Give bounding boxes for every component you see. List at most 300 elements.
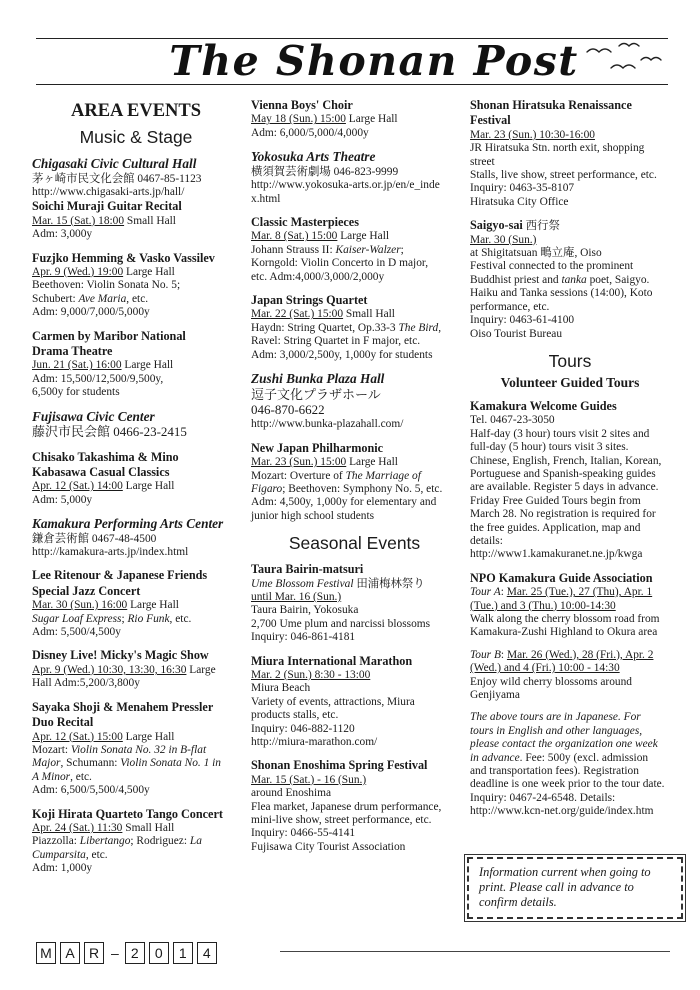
event-text: Lee Ritenour & Japanese Friends	[32, 568, 208, 583]
event-text: ,	[438, 321, 442, 334]
event-text: Adm: 5,500/4,500y	[32, 626, 121, 639]
event-line	[470, 752, 670, 765]
event-text: ; Rodriguez:	[130, 835, 190, 848]
event-line	[251, 604, 458, 617]
event-text: Chisako Takashima & Mino	[32, 449, 179, 464]
event-line	[32, 648, 240, 663]
seasonal-list-col3	[470, 98, 670, 341]
event-line	[470, 600, 670, 613]
music-stage-list-col1	[32, 156, 240, 876]
event-line	[32, 835, 240, 848]
date-char: R	[84, 942, 104, 964]
event-line	[251, 483, 458, 496]
event-text: Violin Sonata No. 1 in	[120, 757, 222, 770]
event-line	[32, 480, 240, 493]
event-entry	[32, 450, 240, 508]
event-text: Apr. 9 (Wed.) 10:30, 13:30, 16:30	[32, 663, 187, 676]
event-text: Large Hall	[346, 456, 398, 469]
event-line	[251, 193, 458, 206]
event-text: La	[189, 835, 202, 848]
event-text: Mar. 8 (Sat.) 15:00	[251, 230, 338, 243]
event-text: Tel. 0467-23-3050	[470, 414, 555, 427]
event-line	[32, 599, 240, 612]
event-text: Kamakura-Zushi Highland to Okura area	[470, 626, 658, 639]
event-line	[32, 568, 240, 583]
event-line	[32, 465, 240, 480]
event-line	[251, 510, 458, 523]
event-text: NPO Kamakura Guide Association	[470, 570, 653, 585]
event-text: Carmen by Maribor National	[32, 328, 186, 343]
event-text: , etc.	[126, 292, 149, 305]
venue-heading	[251, 371, 458, 387]
event-line	[470, 662, 670, 675]
event-text: Walk along the cherry blossom road from	[470, 613, 660, 625]
event-line	[251, 709, 458, 722]
event-line	[470, 414, 670, 427]
event-text: Hiratsuka City Office	[470, 195, 569, 208]
date-separator: –	[111, 945, 119, 961]
event-text: Mozart:	[32, 743, 71, 756]
event-text: March 28. No registration is required for	[470, 508, 656, 521]
event-text: , etc.	[169, 612, 192, 625]
event-text: the free guides. Application, map and	[470, 521, 641, 534]
event-text: , Oiso	[574, 247, 602, 260]
event-text: Inquiry: 0463-35-8107	[470, 182, 575, 195]
event-text: Haydn: String Quartet, Op.33-3	[251, 321, 399, 334]
event-line	[251, 736, 458, 749]
event-line	[470, 169, 670, 182]
event-entry	[251, 562, 458, 644]
event-text: Figaro	[251, 482, 283, 495]
event-entry	[470, 98, 670, 209]
event-line	[32, 373, 240, 386]
event-text: Soichi Muraji Guitar Recital	[32, 199, 182, 214]
event-text: x.html	[251, 192, 281, 205]
event-text: performance, etc.	[470, 300, 550, 313]
event-line	[470, 626, 670, 639]
event-line	[470, 738, 670, 751]
event-line	[251, 349, 458, 362]
event-text: Variety of events, attractions, Miura	[251, 695, 415, 708]
event-line	[32, 215, 240, 228]
event-text: 西行祭	[522, 220, 560, 233]
event-text: products stalls, etc.	[251, 709, 339, 722]
event-text: New Japan Philharmonic	[251, 440, 384, 455]
event-text: Tour B	[470, 648, 501, 661]
event-line	[32, 329, 240, 344]
event-text: , etc.	[85, 848, 108, 861]
event-line	[32, 677, 240, 690]
event-entry	[251, 293, 458, 362]
event-text: Tour A	[470, 586, 501, 599]
event-entry	[470, 399, 670, 562]
music-stage-list-col2	[251, 98, 458, 523]
event-line	[251, 787, 458, 800]
event-text: http://www.yokosuka-arts.or.jp/en/e_inde	[251, 179, 440, 192]
event-line	[470, 113, 670, 128]
event-text: Large Hall	[127, 599, 179, 612]
event-text: Hall Adm:5,200/3,800y	[32, 677, 140, 690]
event-line	[32, 744, 240, 757]
event-text: Zushi Bunka Plaza Hall	[251, 371, 385, 386]
event-line	[470, 468, 670, 481]
event-line	[32, 173, 240, 186]
event-line	[32, 306, 240, 319]
event-line	[251, 113, 458, 126]
event-line	[251, 470, 458, 483]
event-text: Ave Maria	[78, 292, 127, 305]
event-text: http://www.kcn-net.org/guide/index.htm	[470, 805, 654, 818]
event-entry	[251, 98, 458, 140]
date-char: 0	[149, 942, 169, 964]
date-char: 4	[197, 942, 217, 964]
event-entry	[32, 568, 240, 639]
event-text: 6,500y for students	[32, 386, 120, 399]
event-text: The above tours are in Japanese. For	[470, 711, 641, 724]
event-text: Major	[32, 757, 61, 770]
event-text: Genjiyama	[470, 689, 520, 702]
event-line	[470, 689, 670, 702]
event-text: Korngold: Violin Concerto in D major,	[251, 257, 429, 270]
event-text: Koji Hirata Quarteto Tango Concert	[32, 806, 223, 821]
masthead	[36, 34, 668, 92]
event-text: 鴫立庵	[540, 247, 575, 260]
event-line	[251, 654, 458, 669]
event-line	[251, 388, 458, 403]
event-line	[32, 344, 240, 359]
date-char: A	[60, 942, 80, 964]
event-text: Fujisawa City Tourist Association	[251, 840, 406, 853]
event-line	[251, 257, 458, 270]
event-line	[251, 308, 458, 321]
event-text: 逗子文化プラザホール	[251, 386, 381, 402]
event-line	[251, 814, 458, 827]
event-entry	[470, 649, 670, 703]
event-line	[470, 196, 670, 209]
event-line	[470, 156, 670, 169]
event-line	[251, 456, 458, 469]
event-text: Saigyo-sai	[470, 218, 523, 233]
event-line	[470, 495, 670, 508]
event-text: Disney Live! Micky's Magic Show	[32, 648, 209, 663]
event-text: Enjoy wild cherry blossoms around	[470, 675, 632, 688]
event-text: Inquiry: 0466-55-4141	[251, 827, 356, 840]
event-entry	[32, 807, 240, 876]
event-text: Mar. 23 (Sun.) 15:00	[251, 456, 347, 469]
event-line	[32, 613, 240, 626]
event-line	[251, 801, 458, 814]
event-line	[251, 418, 458, 431]
event-text: Sugar Loaf Express	[32, 612, 122, 625]
event-entry	[251, 215, 458, 284]
event-text: Festival	[470, 113, 511, 128]
event-text: Large Hall	[345, 113, 398, 126]
event-line	[251, 371, 458, 387]
event-text: 横須賀芸術劇場	[251, 165, 331, 178]
event-line	[470, 98, 670, 113]
event-text: Inquiry: 046-882-1120	[251, 722, 355, 735]
event-text: Adm: 6,500/5,500/4,500y	[32, 784, 150, 797]
venue-heading	[251, 149, 458, 165]
event-text: (Wed.) and 4 (Fri.) 10:00 - 14:30	[470, 662, 620, 675]
event-text: May 18 (Sun.) 15:00	[251, 113, 346, 126]
event-line	[470, 481, 670, 494]
event-line	[32, 546, 240, 559]
event-text: 2,700 Ume plum and narcissi blossoms	[251, 617, 431, 630]
event-text: full-day (5 hour) tours visit 3 sites.	[470, 441, 629, 454]
event-line	[251, 166, 458, 179]
event-text: Japan Strings Quartet	[251, 292, 368, 307]
event-text: Apr. 12 (Sat.) 15:00	[32, 730, 123, 743]
event-text: Apr. 9 (Wed.) 19:00	[32, 265, 124, 278]
event-line	[470, 508, 670, 521]
venue-heading	[32, 516, 240, 532]
event-text: Buddhist priest and	[470, 273, 562, 286]
event-text: ;	[121, 612, 128, 625]
event-text: 0467-48-4500	[88, 532, 157, 545]
event-text: 046-823-9999	[330, 165, 399, 178]
event-text: Small Hall	[122, 821, 175, 834]
event-text: (Tue.) and 3 (Thu.) 10:00-14:30	[470, 599, 616, 612]
event-text: Apr. 12 (Sat.) 14:00	[32, 480, 123, 493]
event-line	[470, 676, 670, 689]
event-text: . Fee: 500y (excl. admission	[519, 751, 649, 764]
event-entry	[32, 648, 240, 690]
event-text: Mar. 15 (Sat.) 18:00	[32, 214, 125, 227]
event-text: :	[500, 586, 507, 599]
venue-heading	[32, 409, 240, 425]
event-line	[251, 179, 458, 192]
event-line	[251, 322, 458, 335]
event-text: Kabasawa Casual Classics	[32, 464, 170, 479]
event-text: Vienna Boys' Choir	[251, 98, 353, 112]
event-line	[470, 522, 670, 535]
event-text: and transportation fees). Registration	[470, 765, 639, 778]
event-line	[470, 441, 670, 454]
event-text: mini-live show, street performance, etc.	[251, 814, 432, 827]
event-text: Portuguese and Spanish-speaking guides	[470, 467, 656, 480]
event-text: , etc.	[70, 770, 92, 783]
event-text: The Marriage of	[345, 469, 421, 482]
event-entry	[470, 711, 670, 818]
event-text: Small Hall	[343, 308, 395, 321]
event-line	[251, 591, 458, 604]
event-line	[470, 725, 670, 738]
event-text: in advance	[470, 751, 520, 764]
event-line	[470, 586, 670, 599]
event-text: Mar. 30 (Sun.) 16:00	[32, 599, 128, 612]
event-line	[32, 228, 240, 241]
venue-heading	[32, 156, 240, 172]
event-text: Classic Masterpieces	[251, 214, 359, 229]
event-line	[470, 792, 670, 805]
event-text: Drama Theatre	[32, 343, 113, 358]
event-text: Stalls, live show, street performance, etc.	[470, 169, 657, 182]
event-text: are available. Register 5 days in advance.	[470, 481, 659, 494]
event-text: Mar. 23 (Sun.) 10:30-16:00	[470, 128, 595, 141]
event-entry	[251, 388, 458, 432]
event-text: A Minor	[32, 770, 71, 783]
event-text: The Bird	[398, 321, 439, 334]
event-text: tours in English and other languages,	[470, 724, 643, 737]
event-line	[32, 664, 240, 677]
event-text: http://kamakura-arts.jp/index.html	[32, 546, 189, 559]
event-text: ; Beethoven: Symphony No. 5, etc.	[282, 482, 443, 495]
event-text: Kamakura Welcome Guides	[470, 398, 617, 413]
event-line	[32, 251, 240, 266]
event-text: street	[470, 155, 495, 168]
event-line	[470, 129, 670, 142]
event-entry	[32, 251, 240, 320]
event-text: Large Hall	[122, 730, 175, 743]
event-line	[470, 399, 670, 414]
event-text: Ravel: String Quartet in F major, etc.	[251, 335, 421, 348]
event-text: Mar. 22 (Sat.) 15:00	[251, 308, 344, 321]
seasonal-events-heading: Seasonal Events	[288, 533, 421, 554]
event-line	[251, 496, 458, 509]
event-entry	[32, 425, 240, 440]
event-line	[32, 156, 240, 172]
date-char: 1	[173, 942, 193, 964]
event-text: Shonan Enoshima Spring Festival	[251, 758, 428, 773]
event-text: Large Hall	[122, 480, 175, 493]
tours-list-col3	[470, 399, 670, 819]
event-text: tanka	[561, 273, 587, 286]
event-text: Johann Strauss II:	[251, 243, 336, 256]
event-text: Large	[186, 663, 216, 676]
event-line	[32, 771, 240, 784]
event-line	[470, 778, 670, 791]
event-line	[251, 631, 458, 644]
event-line	[251, 98, 458, 113]
event-text: Adm: 4,500y, 1,000y for elementary and	[251, 496, 437, 509]
event-line	[32, 425, 240, 440]
event-text: Kaiser-Walzer	[335, 243, 401, 256]
event-line	[32, 279, 240, 292]
event-text: Friday Free Guided Tours begin from	[470, 494, 641, 507]
event-line	[470, 548, 670, 561]
masthead-title: The Shonan Post	[169, 37, 579, 85]
event-line	[32, 822, 240, 835]
event-line	[32, 700, 240, 715]
event-line	[251, 841, 458, 854]
event-line	[470, 287, 670, 300]
event-line	[470, 765, 670, 778]
event-text: Mar. 25 (Tue.), 27 (Thu), Apr. 1	[506, 586, 653, 599]
event-text: :	[500, 648, 507, 661]
event-text: Haiku and Tanka sessions (14:00), Koto	[470, 287, 653, 300]
event-line	[32, 715, 240, 730]
event-line	[32, 862, 240, 875]
event-text: Inquiry: 0463-61-4100	[470, 314, 575, 327]
event-text: Ume Blossom Festival	[251, 577, 354, 590]
event-entry	[32, 173, 240, 242]
column-1	[32, 98, 240, 885]
event-text: Jun. 21 (Sat.) 16:00	[32, 359, 122, 372]
event-text: Shonan Hiratsuka Renaissance	[470, 98, 632, 112]
event-line	[251, 441, 458, 456]
event-line	[470, 711, 670, 724]
event-entry	[470, 571, 670, 640]
event-line	[470, 182, 670, 195]
event-text: , Schumann:	[60, 757, 121, 770]
event-text: Libertango	[79, 835, 131, 848]
event-line	[32, 266, 240, 279]
issue-date	[36, 941, 221, 965]
event-line	[32, 186, 240, 199]
column-2	[251, 98, 458, 863]
event-line	[470, 274, 670, 287]
info-note-text: Information current when going to print. Please call in advance to confirm details.	[479, 865, 651, 910]
event-text: Fuzjko Hemming & Vasko Vassilev	[32, 250, 215, 265]
event-entry	[251, 654, 458, 750]
event-text: until Mar. 16 (Sun.)	[251, 590, 342, 603]
event-text: http://www.chigasaki-arts.jp/hall/	[32, 185, 185, 198]
event-text: Festival connected to the prominent	[470, 260, 634, 273]
seasonal-list-col2	[251, 562, 458, 854]
event-line	[251, 293, 458, 308]
event-text: Large Hall	[121, 359, 174, 372]
event-text: Miura International Marathon	[251, 653, 413, 668]
tours-heading: Tours	[548, 350, 592, 371]
event-text: deadline is one week prior to the tour date.	[470, 778, 665, 791]
event-text: JR Hiratsuka Stn. north exit, shopping	[470, 142, 645, 155]
event-line	[32, 199, 240, 214]
event-line	[470, 805, 670, 818]
event-line	[470, 218, 670, 233]
event-text: Chigasaki Civic Cultural Hall	[32, 156, 197, 171]
info-note-box	[467, 857, 683, 919]
event-line	[470, 428, 670, 441]
event-line	[470, 649, 670, 662]
event-text: Mozart: Overture of	[251, 469, 346, 482]
event-entry	[32, 329, 240, 400]
event-text: http://www.bunka-plazahall.com/	[251, 418, 404, 431]
event-line	[32, 757, 240, 770]
event-text: Fujisawa Civic Center	[32, 408, 155, 424]
event-line	[32, 494, 240, 507]
event-line	[470, 328, 670, 341]
event-text: Cumparsita	[32, 848, 86, 861]
column-3	[470, 98, 670, 828]
event-line	[470, 260, 670, 273]
event-line	[32, 533, 240, 546]
event-text: http://miura-marathon.com/	[251, 736, 378, 749]
event-text: please contact the organization one week	[470, 738, 658, 751]
event-text: Mar. 30 (Sun.)	[470, 233, 537, 246]
event-text: Taura Bairin, Yokosuka	[251, 604, 359, 617]
event-line	[470, 301, 670, 314]
event-text: Mar. 26 (Wed.), 28 (Fri.), Apr. 2	[506, 648, 654, 661]
event-text: Chinese, English, French, Italian, Korean,	[470, 454, 662, 467]
event-text: Duo Recital	[32, 715, 94, 730]
event-line	[470, 142, 670, 155]
area-events-heading: AREA EVENTS	[70, 101, 202, 121]
event-line	[251, 669, 458, 682]
event-text: Mar. 2 (Sun.) 8:30 - 13:00	[251, 669, 371, 681]
music-stage-heading: Music & Stage	[79, 127, 193, 147]
event-text: Beethoven: Violin Sonata No. 5;	[32, 279, 181, 292]
event-entry	[470, 218, 670, 341]
event-line	[32, 516, 240, 532]
event-text: Adm: 6,000/5,000/4,000y	[251, 126, 369, 139]
event-line	[470, 535, 670, 548]
event-text: 茅ヶ崎市民文化会館	[32, 172, 135, 185]
event-text: poet, Saigyo.	[586, 273, 650, 286]
event-text: etc. Adm:4,000/3,000/2,000y	[251, 270, 385, 283]
event-text: Inquiry: 046-861-4181	[251, 631, 356, 644]
event-text: 鎌倉芸術館	[32, 532, 89, 545]
